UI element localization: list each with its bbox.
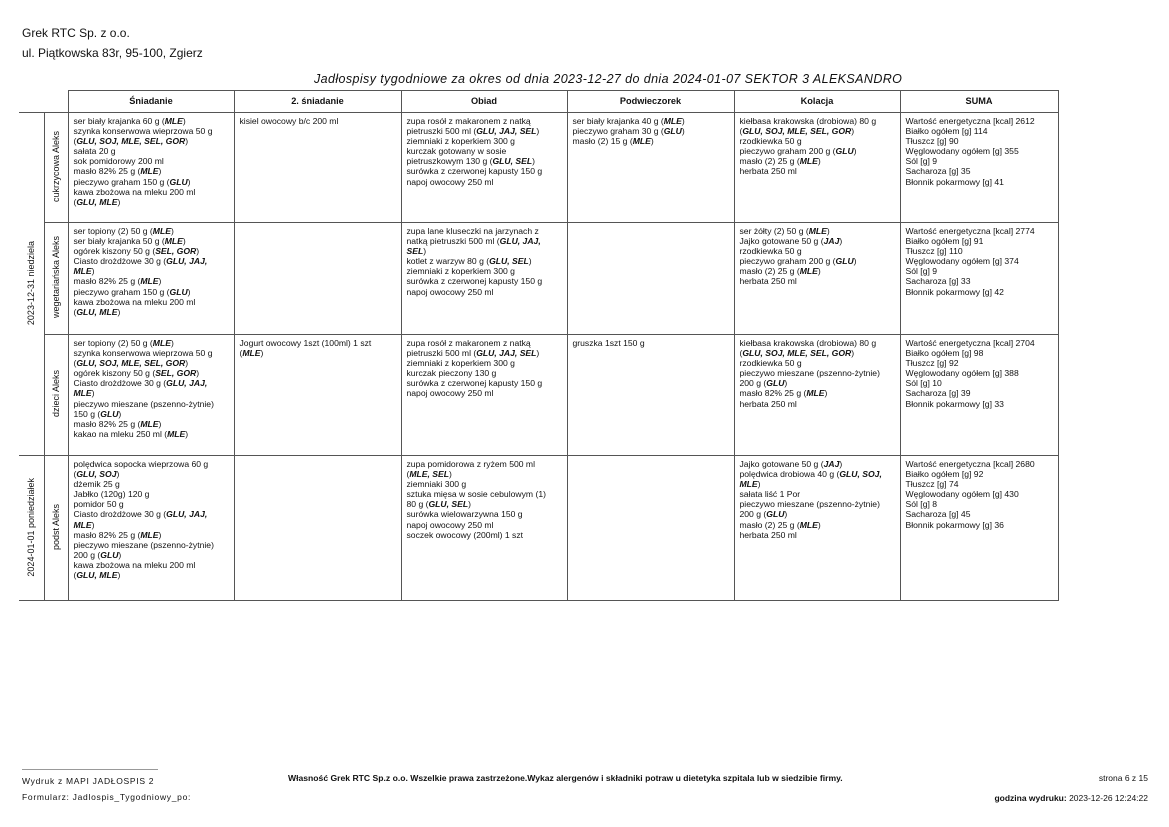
cell-line: pietruszki 500 ml (GLU, JAJ, SEL)	[406, 126, 540, 137]
cell-line: szynka konserwowa wieprzowa 50 g	[73, 348, 213, 359]
column-header-dinner: Kolacja	[734, 91, 900, 113]
allergen-text: MLE	[140, 166, 159, 177]
cell-lunch	[401, 335, 567, 456]
allergen-text: MLE	[799, 156, 818, 167]
cell-sum	[900, 335, 1058, 456]
cell-sum	[900, 223, 1058, 335]
column-header-breakfast: Śniadanie	[68, 91, 234, 113]
cell-line: masło 82% 25 g (MLE)	[73, 418, 162, 429]
cell-line: Ciasto drożdżowe 30 g (GLU, JAJ,	[73, 509, 208, 520]
day-date-cell	[19, 456, 44, 601]
allergen-text: GLU	[835, 256, 854, 267]
cell-line: sałata 20 g	[73, 146, 116, 157]
cell-line: Węglowodany ogółem [g] 374	[905, 256, 1019, 267]
diet-name: cukrzycowa Aleks	[50, 130, 61, 202]
footer-divider	[22, 769, 158, 770]
cell-line: gruszka 1szt 150 g	[572, 338, 645, 348]
cell-line: pieczywo graham 150 g (GLU)	[73, 176, 191, 187]
table-row	[19, 456, 1058, 601]
cell-line: masło (2) 25 g (MLE)	[739, 519, 821, 530]
cell-line: Białko ogółem [g] 91	[905, 236, 984, 247]
cell-line: pieczywo graham 200 g (GLU)	[739, 146, 857, 157]
cell-line: masło 82% 25 g (MLE)	[73, 529, 162, 540]
allergen-text: GLU	[169, 176, 188, 187]
cell-line: Sól [g] 9	[905, 266, 938, 277]
cell-line: surówka z czerwonej kapusty 150 g	[406, 378, 543, 389]
column-header-second-breakfast: 2. śniadanie	[234, 91, 401, 113]
cell-line: kurczak gotowany w sosie	[406, 146, 507, 157]
diet-name: wegetariańska Aleks	[50, 236, 61, 319]
allergen-text: GLU	[100, 549, 119, 560]
cell-line: MLE)	[73, 519, 95, 530]
cell-line: ser biały krajanka 40 g (MLE)	[572, 116, 685, 126]
allergen-text: GLU	[663, 126, 682, 137]
cell-line: pieczywo mieszane (pszenno-żytnie)	[73, 398, 214, 409]
cell-line: Sacharoza [g] 39	[905, 388, 971, 399]
cell-line: MLE)	[73, 388, 95, 399]
cell-line: ser topiony (2) 50 g (MLE)	[73, 338, 174, 348]
table-row	[19, 223, 1058, 335]
allergen-text: MLE	[152, 226, 171, 236]
cell-line: herbata 250 ml	[739, 166, 797, 177]
company-info	[22, 23, 203, 63]
cell-line: pieczywo graham 30 g (GLU)	[572, 126, 685, 137]
cell-line: (MLE, SEL)	[406, 469, 452, 480]
allergen-text: GLU, MLE	[76, 306, 118, 317]
cell-line: (GLU, MLE)	[73, 196, 121, 207]
cell-sum	[900, 113, 1058, 223]
cell-line: Ciasto drożdżowe 30 g (GLU, JAJ,	[73, 256, 208, 267]
day-date: 2023-12-31 niedziela	[26, 240, 37, 325]
allergen-text: MLE	[140, 529, 159, 540]
cell-breakfast	[68, 456, 234, 601]
allergen-text: GLU, SOJ, MLE, SEL, GOR	[742, 126, 852, 137]
allergen-text: GLU, SOJ, MLE, SEL, GOR	[76, 358, 186, 369]
allergen-text: GLU	[766, 378, 785, 389]
cell-line: MLE)	[739, 479, 761, 490]
day-date: 2024-01-01 poniedziałek	[26, 477, 37, 577]
cell-second-breakfast	[234, 456, 401, 601]
allergen-text: MLE, SEL	[409, 469, 450, 480]
allergen-text: MLE	[632, 136, 651, 147]
cell-line: Tłuszcz [g] 110	[905, 246, 963, 257]
cell-dinner	[734, 113, 900, 223]
table-row	[19, 113, 1058, 223]
cell-line: Sól [g] 8	[905, 499, 938, 510]
cell-lunch	[401, 223, 567, 335]
cell-line: ogórek kiszony 50 g (SEL, GOR)	[73, 368, 200, 379]
cell-line: ser żółty (2) 50 g (MLE)	[739, 226, 830, 236]
allergen-text: MLE	[799, 266, 818, 277]
cell-line: Błonnik pokarmowy [g] 41	[905, 176, 1004, 187]
cell-line: ser biały krajanka 50 g (MLE)	[73, 236, 186, 247]
cell-line: surówka z czerwonej kapusty 150 g	[406, 276, 543, 287]
cell-breakfast	[68, 113, 234, 223]
allergen-text: GLU	[169, 286, 188, 297]
cell-line: Sól [g] 10	[905, 378, 942, 389]
allergen-text: GLU, SOJ, MLE, SEL, GOR	[742, 348, 852, 359]
allergen-text: JAJ	[823, 236, 840, 247]
cell-line: napoj owocowy 250 ml	[406, 519, 494, 530]
cell-line: Wartość energetyczna [kcal] 2680	[905, 459, 1035, 469]
cell-line: kawa zbożowa na mleku 200 ml	[73, 186, 196, 197]
table-row	[19, 335, 1058, 456]
cell-line: Ciasto drożdżowe 30 g (GLU, JAJ,	[73, 378, 208, 389]
header-row	[19, 91, 1058, 113]
weekly-menu-table	[19, 90, 1059, 601]
allergen-text: SEL, GOR	[155, 368, 197, 379]
cell-line: masło (2) 25 g (MLE)	[739, 266, 821, 277]
cell-line: pieczywo mieszane (pszenno-żytnie)	[739, 499, 880, 510]
cell-line: sok pomidorowy 200 ml	[73, 156, 164, 167]
cell-line: surówka z czerwonej kapusty 150 g	[406, 166, 543, 177]
cell-afternoon-snack	[567, 223, 734, 335]
cell-line: 80 g (GLU, SEL)	[406, 499, 471, 510]
cell-line: MLE)	[73, 266, 95, 277]
cell-line: pieczywo mieszane (pszenno-żytnie)	[73, 539, 214, 550]
print-time: 2023-12-26 12:24:22	[1069, 793, 1148, 803]
cell-line: Tłuszcz [g] 74	[905, 479, 959, 490]
cell-line: Białko ogółem [g] 98	[905, 348, 984, 359]
cell-line: zupa pomidorowa z ryżem 500 ml	[406, 459, 535, 469]
cell-line: herbata 250 ml	[739, 276, 797, 287]
cell-line: pomidor 50 g	[73, 499, 124, 510]
cell-second-breakfast	[234, 223, 401, 335]
column-header-afternoon-snack: Podwieczorek	[567, 91, 734, 113]
cell-line: masło 82% 25 g (MLE)	[739, 388, 828, 399]
cell-line: rzodkiewka 50 g	[739, 358, 802, 369]
cell-line: kisiel owocowy b/c 200 ml	[239, 116, 339, 126]
cell-line: sztuka mięsa w sosie cebulowym (1)	[406, 489, 546, 500]
cell-line: kiełbasa krakowska (drobiowa) 80 g	[739, 338, 877, 348]
cell-line: ziemniaki z koperkiem 300 g	[406, 136, 515, 147]
diet-name-cell	[44, 335, 68, 456]
cell-line: kotlet z warzyw 80 g (GLU, SEL)	[406, 256, 532, 267]
company-name: Grek RTC Sp. z o.o.	[22, 26, 130, 40]
allergen-text: MLE	[806, 388, 825, 399]
allergen-text: GLU, JAJ, SEL	[476, 126, 537, 137]
cell-afternoon-snack	[567, 456, 734, 601]
cell-line: SEL)	[406, 246, 427, 257]
cell-line: Tłuszcz [g] 90	[905, 136, 959, 147]
cell-line: Wartość energetyczna [kcal] 2704	[905, 338, 1035, 348]
allergen-text: GLU, JAJ,	[166, 509, 208, 520]
allergen-text: GLU	[100, 408, 119, 419]
allergen-text: GLU, MLE	[76, 570, 118, 581]
allergen-text: MLE	[140, 418, 159, 429]
cell-line: masło (2) 25 g (MLE)	[739, 156, 821, 167]
footer-report-info	[22, 773, 191, 805]
diet-name-cell	[44, 456, 68, 601]
cell-line: (GLU, SOJ, MLE, SEL, GOR)	[73, 358, 189, 369]
allergen-text: GLU, JAJ,	[166, 378, 208, 389]
cell-line: Jabłko (120g) 120 g	[73, 489, 150, 500]
cell-line: 200 g (GLU)	[739, 378, 788, 389]
cell-line: Jajko gotowane 50 g (JAJ)	[739, 236, 843, 247]
cell-line: rzodkiewka 50 g	[739, 246, 802, 257]
cell-line: dżemik 25 g	[73, 479, 120, 490]
cell-line: 150 g (GLU)	[73, 408, 122, 419]
cell-line: Węglowodany ogółem [g] 388	[905, 368, 1019, 379]
cell-lunch	[401, 113, 567, 223]
day-date-cell	[19, 113, 44, 456]
allergen-text: MLE	[799, 519, 818, 530]
cell-line: Białko ogółem [g] 114	[905, 126, 988, 137]
cell-line: napoj owocowy 250 ml	[406, 176, 494, 187]
cell-line: surówka wielowarzywna 150 g	[406, 509, 523, 520]
cell-afternoon-snack	[567, 335, 734, 456]
allergen-text: MLE	[164, 236, 183, 247]
allergen-text: MLE	[164, 116, 183, 126]
cell-line: ziemniaki z koperkiem 300 g	[406, 358, 515, 369]
cell-line: napoj owocowy 250 ml	[406, 286, 494, 297]
cell-line: kakao na mleku 250 ml (MLE)	[73, 428, 189, 439]
allergen-text: MLE	[167, 428, 186, 439]
cell-line: zupa rosół z makaronem z natką	[406, 338, 531, 348]
cell-line: zupa lane kluseczki na jarzynach z	[406, 226, 539, 236]
cell-line: ogórek kiszony 50 g (SEL, GOR)	[73, 246, 200, 257]
column-header-lunch: Obiad	[401, 91, 567, 113]
allergen-text: GLU	[766, 509, 785, 520]
document-title: Jadłospisy tygodniowe za okres od dnia 2023-12-27 do dnia 2024-01-07 SEKTOR 3 ALEKSANDRO	[314, 72, 903, 86]
cell-dinner	[734, 335, 900, 456]
cell-line: Sól [g] 9	[905, 156, 938, 167]
allergen-text: GLU, SEL	[492, 156, 533, 167]
cell-line: ziemniaki z koperkiem 300 g	[406, 266, 515, 277]
cell-line: zupa rosół z makaronem z natką	[406, 116, 531, 126]
cell-line: Błonnik pokarmowy [g] 33	[905, 398, 1004, 409]
allergen-text: GLU, JAJ,	[166, 256, 208, 267]
cell-line: napoj owocowy 250 ml	[406, 388, 494, 399]
cell-second-breakfast	[234, 113, 401, 223]
cell-line: Sacharoza [g] 35	[905, 166, 971, 177]
cell-line: herbata 250 ml	[739, 529, 797, 540]
cell-line: szynka konserwowa wieprzowa 50 g	[73, 126, 213, 137]
company-address: ul. Piątkowska 83r, 95-100, Zgierz	[22, 46, 203, 60]
allergen-text: MLE	[140, 276, 159, 287]
cell-line: Błonnik pokarmowy [g] 42	[905, 286, 1004, 297]
cell-line: (GLU, MLE)	[73, 306, 121, 317]
cell-line: Błonnik pokarmowy [g] 36	[905, 519, 1004, 530]
cell-line: herbata 250 ml	[739, 398, 797, 409]
cell-line: sałata liść 1 Por	[739, 489, 801, 500]
cell-line: Wartość energetyczna [kcal] 2774	[905, 226, 1035, 236]
allergen-text: GLU, SOJ,	[839, 469, 882, 480]
cell-line: masło 82% 25 g (MLE)	[73, 166, 162, 177]
allergen-text: GLU, SEL	[428, 499, 469, 510]
cell-line: pieczywo graham 150 g (GLU)	[73, 286, 191, 297]
allergen-text: MLE	[73, 519, 92, 530]
cell-afternoon-snack	[567, 113, 734, 223]
cell-line: masło 82% 25 g (MLE)	[73, 276, 162, 287]
cell-line: (GLU, MLE)	[73, 570, 121, 581]
allergen-text: GLU, SOJ	[76, 469, 117, 480]
cell-line: soczek owocowy (200ml) 1 szt	[406, 529, 524, 540]
ownership-notice: Własność Grek RTC Sp.z o.o. Wszelkie prawa zastrzeżone.Wykaz alergenów i składniki potraw u dietetyka szpitala lub w siedzibie firmy.	[288, 773, 843, 783]
cell-line: Węglowodany ogółem [g] 355	[905, 146, 1019, 157]
allergen-text: MLE	[242, 348, 261, 359]
cell-line: Jajko gotowane 50 g (JAJ)	[739, 459, 843, 469]
cell-line: kawa zbożowa na mleku 200 ml	[73, 559, 196, 570]
allergen-text: GLU, SEL	[489, 256, 529, 267]
form-name: Formularz: Jadlospis_Tygodniowy_po:	[22, 792, 192, 802]
cell-breakfast	[68, 335, 234, 456]
cell-line: 200 g (GLU)	[739, 509, 788, 520]
allergen-text: GLU, JAJ, SEL	[476, 348, 537, 359]
cell-line: (MLE)	[239, 348, 264, 359]
diet-name-cell	[44, 113, 68, 223]
allergen-text: GLU, MLE	[76, 196, 118, 207]
page-number: strona 6 z 15	[1098, 773, 1148, 783]
cell-line: Sacharoza [g] 45	[905, 509, 971, 520]
cell-line: (GLU, SOJ, MLE, SEL, GOR)	[739, 126, 855, 137]
cell-line: masło (2) 15 g (MLE)	[572, 136, 654, 147]
allergen-text: MLE	[808, 226, 827, 236]
cell-line: Tłuszcz [g] 92	[905, 358, 959, 369]
cell-dinner	[734, 456, 900, 601]
cell-line: rzodkiewka 50 g	[739, 136, 802, 147]
diet-name: dzieci Aleks	[50, 370, 61, 418]
cell-line: Białko ogółem [g] 92	[905, 469, 984, 480]
cell-line: ser topiony (2) 50 g (MLE)	[73, 226, 174, 236]
allergen-text: GLU	[835, 146, 854, 157]
cell-line: kurczak pieczony 130 g	[406, 368, 497, 379]
menu-body	[19, 113, 1058, 601]
print-timestamp	[994, 793, 1148, 803]
allergen-text: MLE	[739, 479, 758, 490]
allergen-text: JAJ	[823, 459, 840, 469]
cell-line: (GLU, SOJ)	[73, 469, 120, 480]
cell-line: ziemniaki 300 g	[406, 479, 467, 490]
allergen-text: MLE	[152, 338, 171, 348]
diet-name: podst Aleks	[50, 503, 61, 550]
cell-line: kawa zbożowa na mleku 200 ml	[73, 296, 196, 307]
cell-line: pietruszki 500 ml (GLU, JAJ, SEL)	[406, 348, 540, 359]
cell-line: ser biały krajanka 60 g (MLE)	[73, 116, 186, 126]
cell-line: Sacharoza [g] 33	[905, 276, 971, 287]
cell-line: natką pietruszki 500 ml (GLU, JAJ,	[406, 236, 541, 247]
cell-line: (GLU, SOJ, MLE, SEL, GOR)	[73, 136, 189, 147]
cell-sum	[900, 456, 1058, 601]
cell-breakfast	[68, 223, 234, 335]
cell-line: pietruszkowym 130 g (GLU, SEL)	[406, 156, 535, 167]
cell-line: kiełbasa krakowska (drobiowa) 80 g	[739, 116, 877, 126]
print-label: godzina wydruku:	[994, 793, 1067, 803]
cell-line: Wartość energetyczna [kcal] 2612	[905, 116, 1035, 126]
report-name: Wydruk z MAPI JADŁOSPIS 2	[22, 776, 155, 786]
cell-line: polędwica drobiowa 40 g (GLU, SOJ,	[739, 469, 882, 480]
allergen-text: GLU, JAJ,	[499, 236, 541, 247]
allergen-text: SEL	[406, 246, 424, 257]
cell-lunch	[401, 456, 567, 601]
cell-line: polędwica sopocka wieprzowa 60 g	[73, 459, 209, 469]
cell-line: 200 g (GLU)	[73, 549, 122, 560]
cell-line: pieczywo mieszane (pszenno-żytnie)	[739, 368, 880, 379]
cell-line: pieczywo graham 200 g (GLU)	[739, 256, 857, 267]
allergen-text: GLU, SOJ, MLE, SEL, GOR	[76, 136, 186, 147]
allergen-text: MLE	[73, 388, 92, 399]
cell-line: Jogurt owocowy 1szt (100ml) 1 szt	[239, 338, 372, 348]
diet-name-cell	[44, 223, 68, 335]
allergen-text: MLE	[663, 116, 682, 126]
allergen-text: MLE	[73, 266, 92, 277]
cell-second-breakfast	[234, 335, 401, 456]
cell-dinner	[734, 223, 900, 335]
allergen-text: SEL, GOR	[155, 246, 197, 257]
cell-line: Węglowodany ogółem [g] 430	[905, 489, 1019, 500]
cell-line: (GLU, SOJ, MLE, SEL, GOR)	[739, 348, 855, 359]
column-header-sum: SUMA	[900, 91, 1058, 113]
